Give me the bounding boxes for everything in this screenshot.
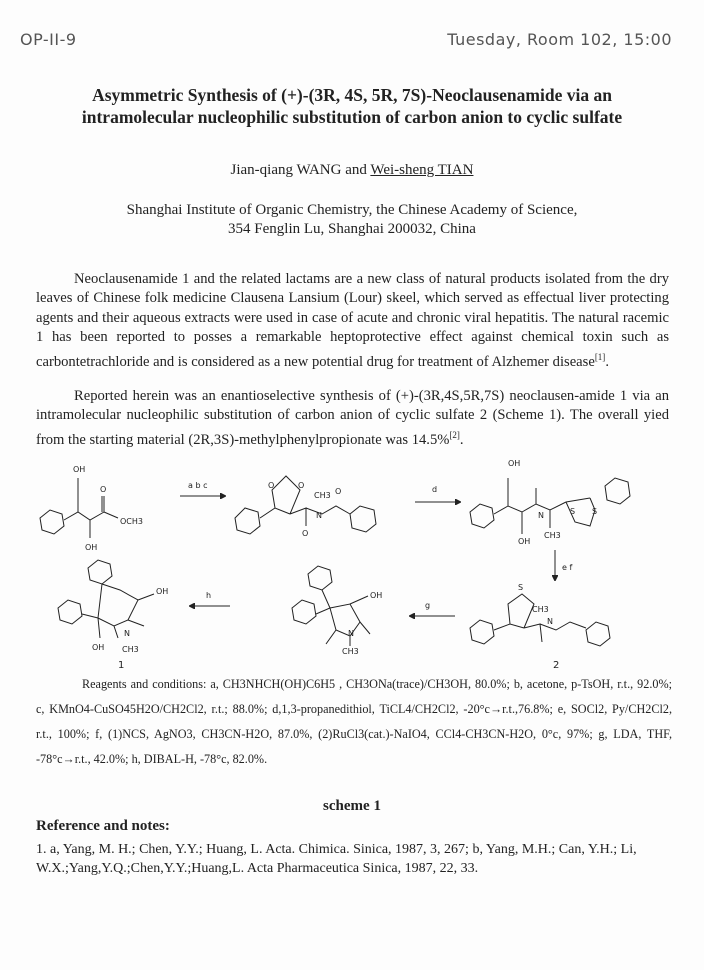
neoclausenamide-structure: [58, 560, 168, 654]
oh-label: OH: [370, 591, 383, 600]
o-label: O: [268, 481, 275, 490]
author-and: and: [345, 162, 367, 178]
dithiane-structure: [470, 459, 630, 546]
paragraph-1-text: Neoclausenamide 1 and the related lactams are a new class of natural products isolated from the dry leaves of Chinese folk medicine Clausena Lansium (Lour) skeel, which served as effectual liver protecting agents and their aqueous extracts were used in case of acute and chronic viral hepatitis. The natural racemic 1 has been reported to posses a remarkable heptoprotective effect against chemical toxin such as carbontetrachloride and is considered as a new potential drug for treatment of Alzhemer disease: [36, 271, 669, 370]
n-label: N: [538, 511, 544, 520]
acetonide-amide-structure: [235, 476, 376, 538]
o-label: O: [335, 487, 342, 496]
ch3-label: CH3: [532, 605, 549, 614]
abstract-code: OP-II-9: [20, 30, 77, 49]
oh-label: OH: [73, 465, 86, 474]
paragraph-2-text: Reported herein was an enantioselective synthesis of (+)-(3R,4S,5R,7S) neoclausen-amide 1 via an intramolecular nucleophilic substitution of carbon anion of cyclic sulfate 2 (Scheme 1). The overall yied from the starting material (2R,3S)-methylphenylpropionate was 14.5%: [36, 388, 669, 448]
scheme-label: scheme 1: [323, 798, 381, 814]
arrow-label-abc: a b c: [188, 481, 208, 490]
ch3-label: CH3: [544, 531, 561, 540]
lactam-ketone-structure: [292, 566, 382, 656]
s-label: S: [592, 507, 598, 516]
oh-label: OH: [85, 543, 98, 552]
starting-material-structure: [40, 465, 143, 552]
affiliation: [0, 201, 704, 239]
reference-1: 1. a, Yang, M. H.; Chen, Y.Y.; Huang, L. Acta. Chimica. Sinica, 1987, 3, 267; b, Yang, M.H.; Can, Y.H.; Li, W.X.;Yang,Y.Q.;Chen,Y.Y.;Huang,L. Acta Pharmaceutica Sinica, 1987, 22, 33.: [36, 842, 637, 876]
n-label: N: [316, 511, 322, 520]
oh-label: OH: [508, 459, 521, 468]
och3-label: OCH3: [120, 517, 143, 526]
paragraph-1: Neoclausenamide 1 and the related lactams are a new class of natural products isolated from the dry leaves of Chinese folk medicine Clausena Lansium (Lour) skeel, which served as effectual liver protecting agents and their aqueous extracts were used in case of acute and chronic viral hepatitis. The natural racemic 1 has been reported to posses a remarkable heptoprotective effect against chemical toxin such as carbontetrachloride and is considered as a new potential drug for treatment of Alzhemer disease[1].: [36, 271, 669, 370]
s-label: S: [518, 583, 524, 592]
citation-2: [2]: [449, 429, 460, 440]
affiliation-line-2: 354 Fenglin Lu, Shanghai 200032, China: [228, 221, 476, 237]
author-2: Wei-sheng TIAN: [370, 162, 474, 178]
arrow-label-d: d: [432, 485, 438, 494]
authors: [0, 162, 704, 179]
title-line-1: Asymmetric Synthesis of (+)-(3R, 4S, 5R, 7S)-Neoclausenamide via an: [92, 85, 612, 105]
affiliation-line-1: Shanghai Institute of Organic Chemistry, the Chinese Academy of Science,: [126, 202, 578, 218]
scheme-caption: Reagents and conditions: a, CH3NHCH(OH)C6H5 , CH3ONa(trace)/CH3OH, 80.0%; b, acetone, p-TsOH, r.t., 92.0%; c, KMnO4-CuSO45H2O/CH2Cl2, r.t.; 88.0%; d,1,3-propanedithiol, TiCL4/CH2Cl2, -20°c→r.t.,76.8%; e, SOCl2, Py/CH2Cl2, r.t., 100%; f, (1)NCS, AgNO3, CH3CN-H2O, 87.0%, (2)RuCl3(cat.)-NaIO4, CCl4-CH3CN-H2O, 0°c, 97%; g, LDA, THF, -78°c→r.t., 42.0%; h, DIBAL-H, -78°c, 82.0%.: [36, 677, 672, 766]
reaction-scheme: [30, 438, 690, 660]
cyclic-sulfate-structure: [470, 583, 610, 646]
arrow-label-g: g: [425, 601, 431, 610]
ch3-label: CH3: [122, 645, 139, 654]
n-label: N: [124, 629, 130, 638]
o-label: O: [302, 529, 309, 538]
references-heading: Reference and notes:: [36, 818, 170, 834]
n-label: N: [348, 629, 354, 638]
citation-1: [1]: [594, 351, 606, 362]
ch3-label: CH3: [314, 491, 331, 500]
session-info: Tuesday, Room 102, 15:00: [447, 30, 672, 49]
author-1: Jian-qiang WANG: [230, 162, 342, 178]
arrow-label-ef: e f: [562, 563, 573, 572]
ch3-label: CH3: [342, 647, 359, 656]
paper-title: [20, 84, 684, 128]
title-line-2: intramolecular nucleophilic substitution of carbon anion to cyclic sulfate: [81, 107, 623, 127]
compound-2-label: 2: [553, 660, 560, 671]
arrow-label-h: h: [206, 591, 212, 600]
s-label: S: [570, 507, 576, 516]
paragraph-2: Reported herein was an enantioselective synthesis of (+)-(3R,4S,5R,7S) neoclausen-amide 1 via an intramolecular nucleophilic substitution of carbon anion of cyclic sulfate 2 (Scheme 1). The overall yied from the starting material (2R,3S)-methylphenylpropionate was 14.5%[2].: [36, 388, 669, 448]
o-label: O: [298, 481, 305, 490]
oh-label: OH: [518, 537, 531, 546]
n-label: N: [547, 617, 553, 626]
oh-label: OH: [156, 587, 169, 596]
o-label: O: [100, 485, 107, 494]
compound-1-label: 1: [118, 660, 125, 671]
oh-label: OH: [92, 643, 105, 652]
